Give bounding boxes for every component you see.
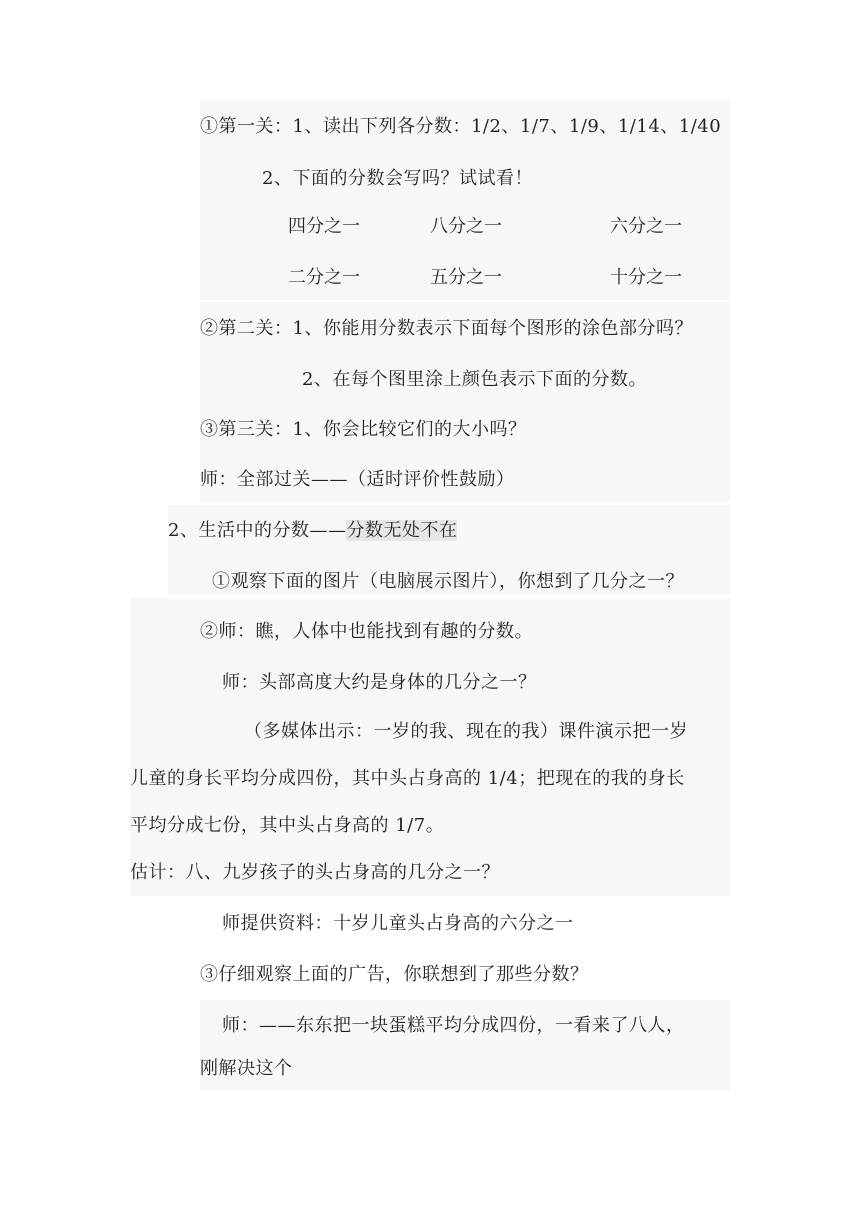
level2-task2: 2、在每个图里涂上颜色表示下面的分数。 [302, 369, 647, 390]
section2-highlight: 分数无处不在 [346, 520, 458, 541]
teacher-pass: 师：全部过关——（适时评价性鼓励） [200, 469, 515, 490]
paragraph-2: ②师：瞧，人体中也能找到有趣的分数。 [200, 621, 533, 642]
paragraph-3: 师：头部高度大约是身体的几分之一？ [222, 672, 537, 693]
paragraph-5: 估计：八、九岁孩子的头占身高的几分之一？ [130, 862, 500, 883]
paragraph-4-line2: 儿童的身长平均分成四份，其中头占身高的 1/4；把现在的我的身长 [130, 768, 685, 789]
section2-heading [168, 518, 457, 544]
level3-title: ③第三关：1、你会比较它们的大小吗？ [200, 419, 527, 440]
paragraph-8-line2: 刚解决这个 [200, 1058, 293, 1079]
paragraph-7: ③仔细观察上面的广告，你联想到了那些分数？ [200, 964, 589, 985]
level1-title: ①第一关：1、读出下列各分数：1/2、1/7、1/9、1/14、1/40 [200, 116, 722, 137]
paragraph-8-line1: 师：——东东把一块蛋糕平均分成四份，一看来了八人， [222, 1015, 685, 1036]
fraction-word: 五分之一 [430, 267, 502, 288]
fraction-word: 六分之一 [610, 216, 682, 237]
level2-title: ②第二关：1、你能用分数表示下面每个图形的涂色部分吗？ [200, 318, 693, 339]
section2-prefix: 2、生活中的分数—— [168, 520, 347, 541]
paragraph-4-line3: 平均分成七份，其中头占身高的 1/7。 [130, 815, 445, 836]
fraction-word: 四分之一 [288, 216, 360, 237]
fraction-word: 二分之一 [288, 267, 360, 288]
paragraph-4-line1: （多媒体出示：一岁的我、现在的我）课件演示把一岁 [244, 721, 688, 742]
level1-task2: 2、下面的分数会写吗？试试看！ [262, 168, 533, 189]
paragraph-1: ①观察下面的图片（电脑展示图片），你想到了几分之一？ [212, 571, 684, 592]
fraction-word: 十分之一 [610, 267, 682, 288]
paragraph-6: 师提供资料：十岁儿童头占身高的六分之一 [222, 913, 574, 934]
fraction-word: 八分之一 [430, 216, 502, 237]
